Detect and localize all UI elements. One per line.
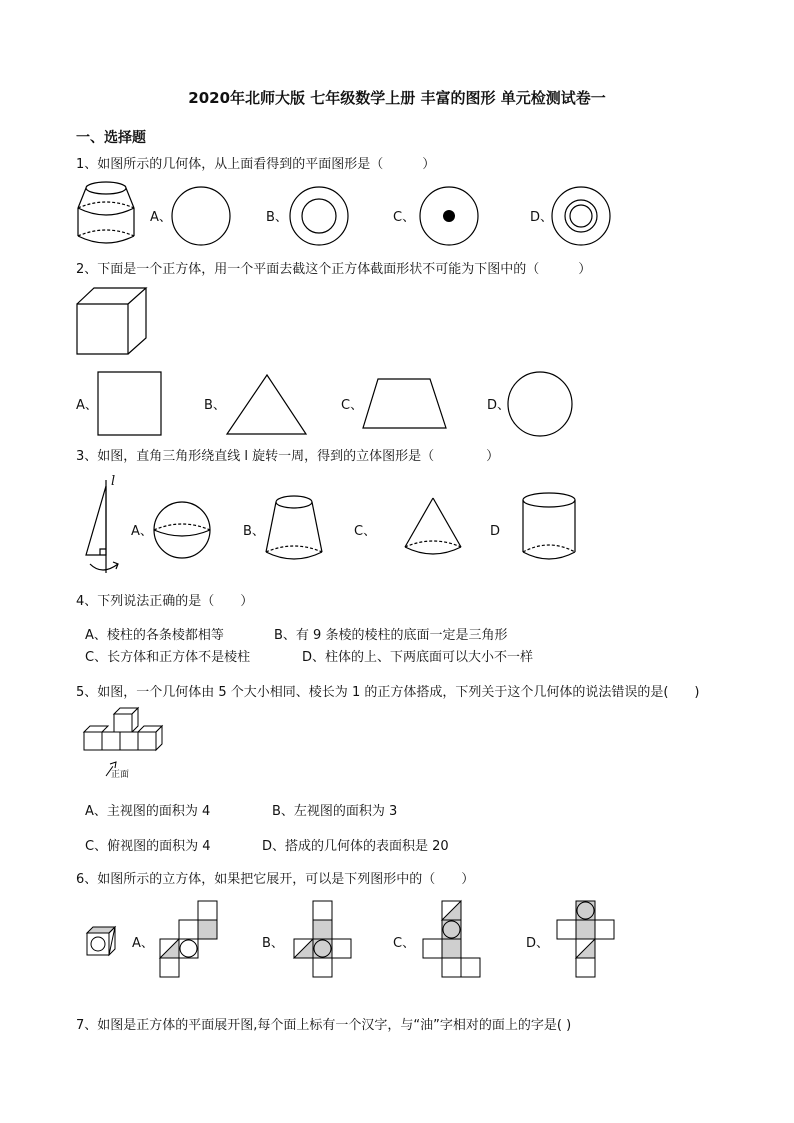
q6-cube-figure (86, 926, 118, 958)
q6-option-a-label[interactable]: A、 (132, 936, 154, 951)
q2-option-d-label[interactable]: D、 (487, 398, 511, 413)
question-4-text: 4、下列说法正确的是（ ） (76, 594, 254, 609)
q2-option-b-figure[interactable] (226, 374, 308, 436)
q2-option-d-figure[interactable] (507, 371, 573, 437)
page-title: 2020年北师大版 七年级数学上册 丰富的图形 单元检测试卷一 (188, 89, 606, 107)
q5-option-c[interactable]: C、俯视图的面积为 4 (85, 839, 211, 854)
q1-option-b-figure[interactable] (288, 185, 350, 247)
q4-option-a[interactable]: A、棱柱的各条棱都相等 (85, 628, 224, 643)
q3-option-a-label[interactable]: A、 (131, 524, 153, 539)
q6-option-b-net[interactable] (292, 900, 354, 980)
question-7-text: 7、如图是正方体的平面展开图,每个面上标有一个汉字，与“油”字相对的面上的字是( ) (76, 1018, 572, 1033)
q5-cubes-figure (76, 706, 164, 780)
q1-option-d-figure[interactable] (550, 185, 612, 247)
q1-option-b-label[interactable]: B、 (266, 210, 288, 225)
q1-option-d-label[interactable]: D、 (530, 210, 554, 225)
q3-rotation-figure (80, 478, 128, 582)
question-5-text: 5、如图，一个几何体由 5 个大小相同、棱长为 1 的正方体搭成，下列关于这个几何体的说法错误的是( ) (76, 685, 700, 700)
q3-option-a-figure[interactable] (151, 500, 213, 560)
q1-option-a-figure[interactable] (170, 185, 232, 247)
q2-option-c-label[interactable]: C、 (341, 398, 364, 413)
q4-option-b[interactable]: B、有 9 条棱的棱柱的底面一定是三角形 (274, 628, 508, 643)
q6-option-d-label[interactable]: D、 (526, 936, 550, 951)
q1-option-c-figure[interactable] (418, 185, 480, 247)
q2-option-c-figure[interactable] (362, 378, 448, 430)
q3-option-b-figure[interactable] (264, 494, 326, 562)
q3-option-d-label[interactable]: D (490, 524, 501, 539)
q3-option-c-label[interactable]: C、 (354, 524, 377, 539)
q1-option-a-label[interactable]: A、 (150, 210, 172, 225)
q5-front-label: 正面 (111, 770, 130, 780)
q3-option-d-figure[interactable] (520, 492, 580, 564)
q5-option-d[interactable]: D、搭成的几何体的表面积是 20 (262, 839, 449, 854)
q6-option-a-net[interactable] (158, 900, 220, 980)
q2-option-b-label[interactable]: B、 (204, 398, 226, 413)
q2-cube-figure (76, 287, 152, 357)
q1-option-c-label[interactable]: C、 (393, 210, 416, 225)
q3-line-label: l (111, 474, 116, 489)
q3-option-b-label[interactable]: B、 (243, 524, 265, 539)
question-3-text: 3、如图，直角三角形绕直线 l 旋转一周，得到的立体图形是（ ） (76, 449, 500, 464)
question-2-text: 2、下面是一个正方体，用一个平面去截这个正方体截面形状不可能为下图中的（ ） (76, 262, 592, 277)
q5-option-a[interactable]: A、主视图的面积为 4 (85, 804, 211, 819)
q1-solid-figure (72, 178, 142, 250)
q4-option-c[interactable]: C、长方体和正方体不是棱柱 (85, 650, 251, 665)
q3-option-c-figure[interactable] (402, 497, 464, 559)
q6-option-c-label[interactable]: C、 (393, 936, 416, 951)
q5-option-b[interactable]: B、左视图的面积为 3 (272, 804, 398, 819)
section-heading: 一、选择题 (76, 130, 146, 146)
q6-option-c-net[interactable] (420, 900, 484, 980)
q6-option-b-label[interactable]: B、 (262, 936, 284, 951)
question-6-text: 6、如图所示的立方体，如果把它展开，可以是下列图形中的（ ） (76, 872, 475, 887)
q6-option-d-net[interactable] (555, 900, 617, 980)
question-1-text: 1、如图所示的几何体，从上面看得到的平面图形是（ ） (76, 157, 436, 172)
q2-option-a-label[interactable]: A、 (76, 398, 98, 413)
q2-option-a-figure[interactable] (97, 371, 163, 437)
q4-option-d[interactable]: D、柱体的上、下两底面可以大小不一样 (302, 650, 534, 665)
